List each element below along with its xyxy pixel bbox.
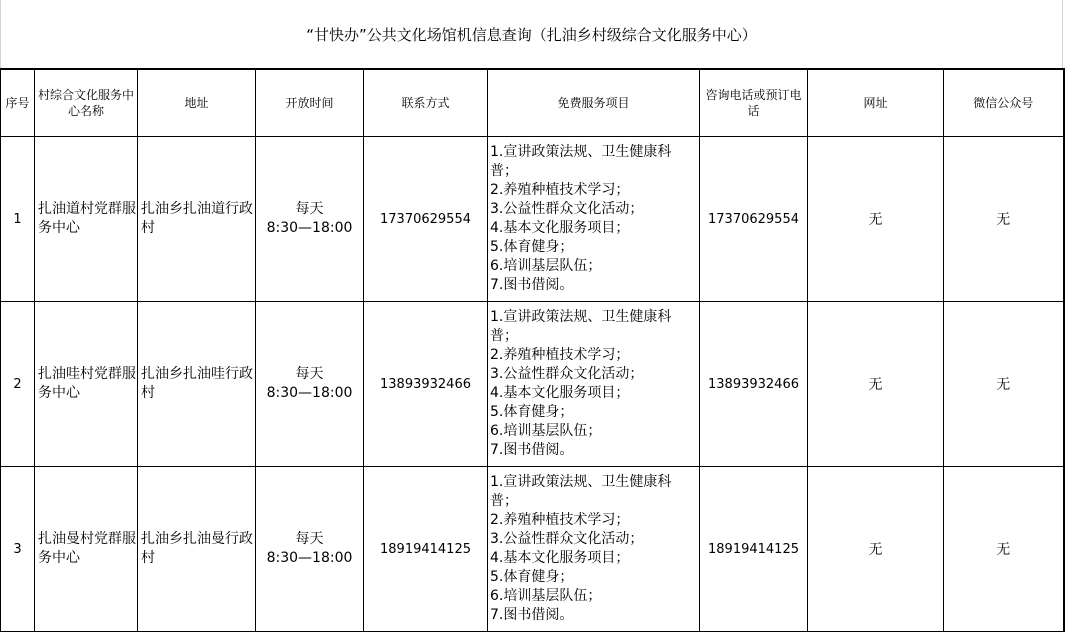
service-item: 3.公益性群众文化活动； <box>490 201 644 217</box>
header-services[interactable]: 免费服务项目 <box>488 69 700 137</box>
service-item: 2.养殖种植技术学习； <box>490 347 630 363</box>
cell-hotline[interactable]: 18919414125 <box>700 467 808 632</box>
cell-name[interactable]: 扎油曼村党群服务中心 <box>35 467 138 632</box>
cell-address[interactable]: 扎油乡扎油曼行政村 <box>138 467 256 632</box>
service-item: 4.基本文化服务项目； <box>490 550 630 566</box>
cell-hotline[interactable]: 17370629554 <box>700 137 808 302</box>
sheet-title-text: “甘快办”公共文化场馆机信息查询（扎油乡村级综合文化服务中心） <box>306 25 757 44</box>
service-item: 1.宣讲政策法规、卫生健康科普； <box>490 474 672 509</box>
service-item: 4.基本文化服务项目； <box>490 220 630 236</box>
cell-website[interactable]: 无 <box>808 137 944 302</box>
cell-services[interactable] <box>488 137 700 302</box>
sheet-title[interactable] <box>0 0 1063 68</box>
header-wechat[interactable]: 微信公众号 <box>944 69 1064 137</box>
cell-address[interactable]: 扎油乡扎油道行政村 <box>138 137 256 302</box>
service-item: 1.宣讲政策法规、卫生健康科普； <box>490 144 672 179</box>
cell-index[interactable]: 1 <box>1 137 35 302</box>
service-item: 2.养殖种植技术学习； <box>490 512 630 528</box>
header-address[interactable]: 地址 <box>138 69 256 137</box>
cell-contact[interactable]: 13893932466 <box>364 302 488 467</box>
open-days: 每天 <box>295 366 324 382</box>
service-item: 3.公益性群众文化活动； <box>490 366 644 382</box>
cell-services[interactable] <box>488 302 700 467</box>
service-item: 6.培训基层队伍； <box>490 258 602 274</box>
open-days: 每天 <box>295 201 324 217</box>
header-index[interactable]: 序号 <box>1 69 35 137</box>
cell-open-time[interactable] <box>256 302 364 467</box>
cell-wechat[interactable]: 无 <box>944 137 1064 302</box>
cell-name[interactable]: 扎油哇村党群服务中心 <box>35 302 138 467</box>
service-item: 7.图书借阅。 <box>490 607 574 623</box>
header-name[interactable]: 村综合文化服务中心名称 <box>35 69 138 137</box>
cell-wechat[interactable]: 无 <box>944 302 1064 467</box>
open-hours: 8:30—18:00 <box>266 220 353 236</box>
header-website[interactable]: 网址 <box>808 69 944 137</box>
service-item: 2.养殖种植技术学习； <box>490 182 630 198</box>
header-hotline[interactable]: 咨询电话或预订电话 <box>700 69 808 137</box>
table-row <box>1 302 1064 467</box>
info-table <box>0 68 1065 632</box>
cell-contact[interactable]: 18919414125 <box>364 467 488 632</box>
cell-website[interactable]: 无 <box>808 302 944 467</box>
cell-hotline[interactable]: 13893932466 <box>700 302 808 467</box>
open-hours: 8:30—18:00 <box>266 550 353 566</box>
service-item: 5.体育健身； <box>490 404 574 420</box>
cell-services[interactable] <box>488 467 700 632</box>
cell-open-time[interactable] <box>256 137 364 302</box>
service-item: 3.公益性群众文化活动； <box>490 531 644 547</box>
cell-contact[interactable]: 17370629554 <box>364 137 488 302</box>
cell-open-time[interactable] <box>256 467 364 632</box>
cell-address[interactable]: 扎油乡扎油哇行政村 <box>138 302 256 467</box>
service-item: 1.宣讲政策法规、卫生健康科普； <box>490 309 672 344</box>
open-days: 每天 <box>295 531 324 547</box>
header-contact[interactable]: 联系方式 <box>364 69 488 137</box>
service-item: 4.基本文化服务项目； <box>490 385 630 401</box>
service-item: 7.图书借阅。 <box>490 442 574 458</box>
cell-index[interactable]: 3 <box>1 467 35 632</box>
service-item: 5.体育健身； <box>490 569 574 585</box>
table-row <box>1 467 1064 632</box>
service-item: 7.图书借阅。 <box>490 277 574 293</box>
header-row <box>1 69 1064 137</box>
service-item: 6.培训基层队伍； <box>490 423 602 439</box>
header-open-time[interactable]: 开放时间 <box>256 69 364 137</box>
service-item: 6.培训基层队伍； <box>490 588 602 604</box>
table-row <box>1 137 1064 302</box>
cell-wechat[interactable]: 无 <box>944 467 1064 632</box>
open-hours: 8:30—18:00 <box>266 385 353 401</box>
cell-website[interactable]: 无 <box>808 467 944 632</box>
cell-name[interactable]: 扎油道村党群服务中心 <box>35 137 138 302</box>
service-item: 5.体育健身； <box>490 239 574 255</box>
cell-index[interactable]: 2 <box>1 302 35 467</box>
